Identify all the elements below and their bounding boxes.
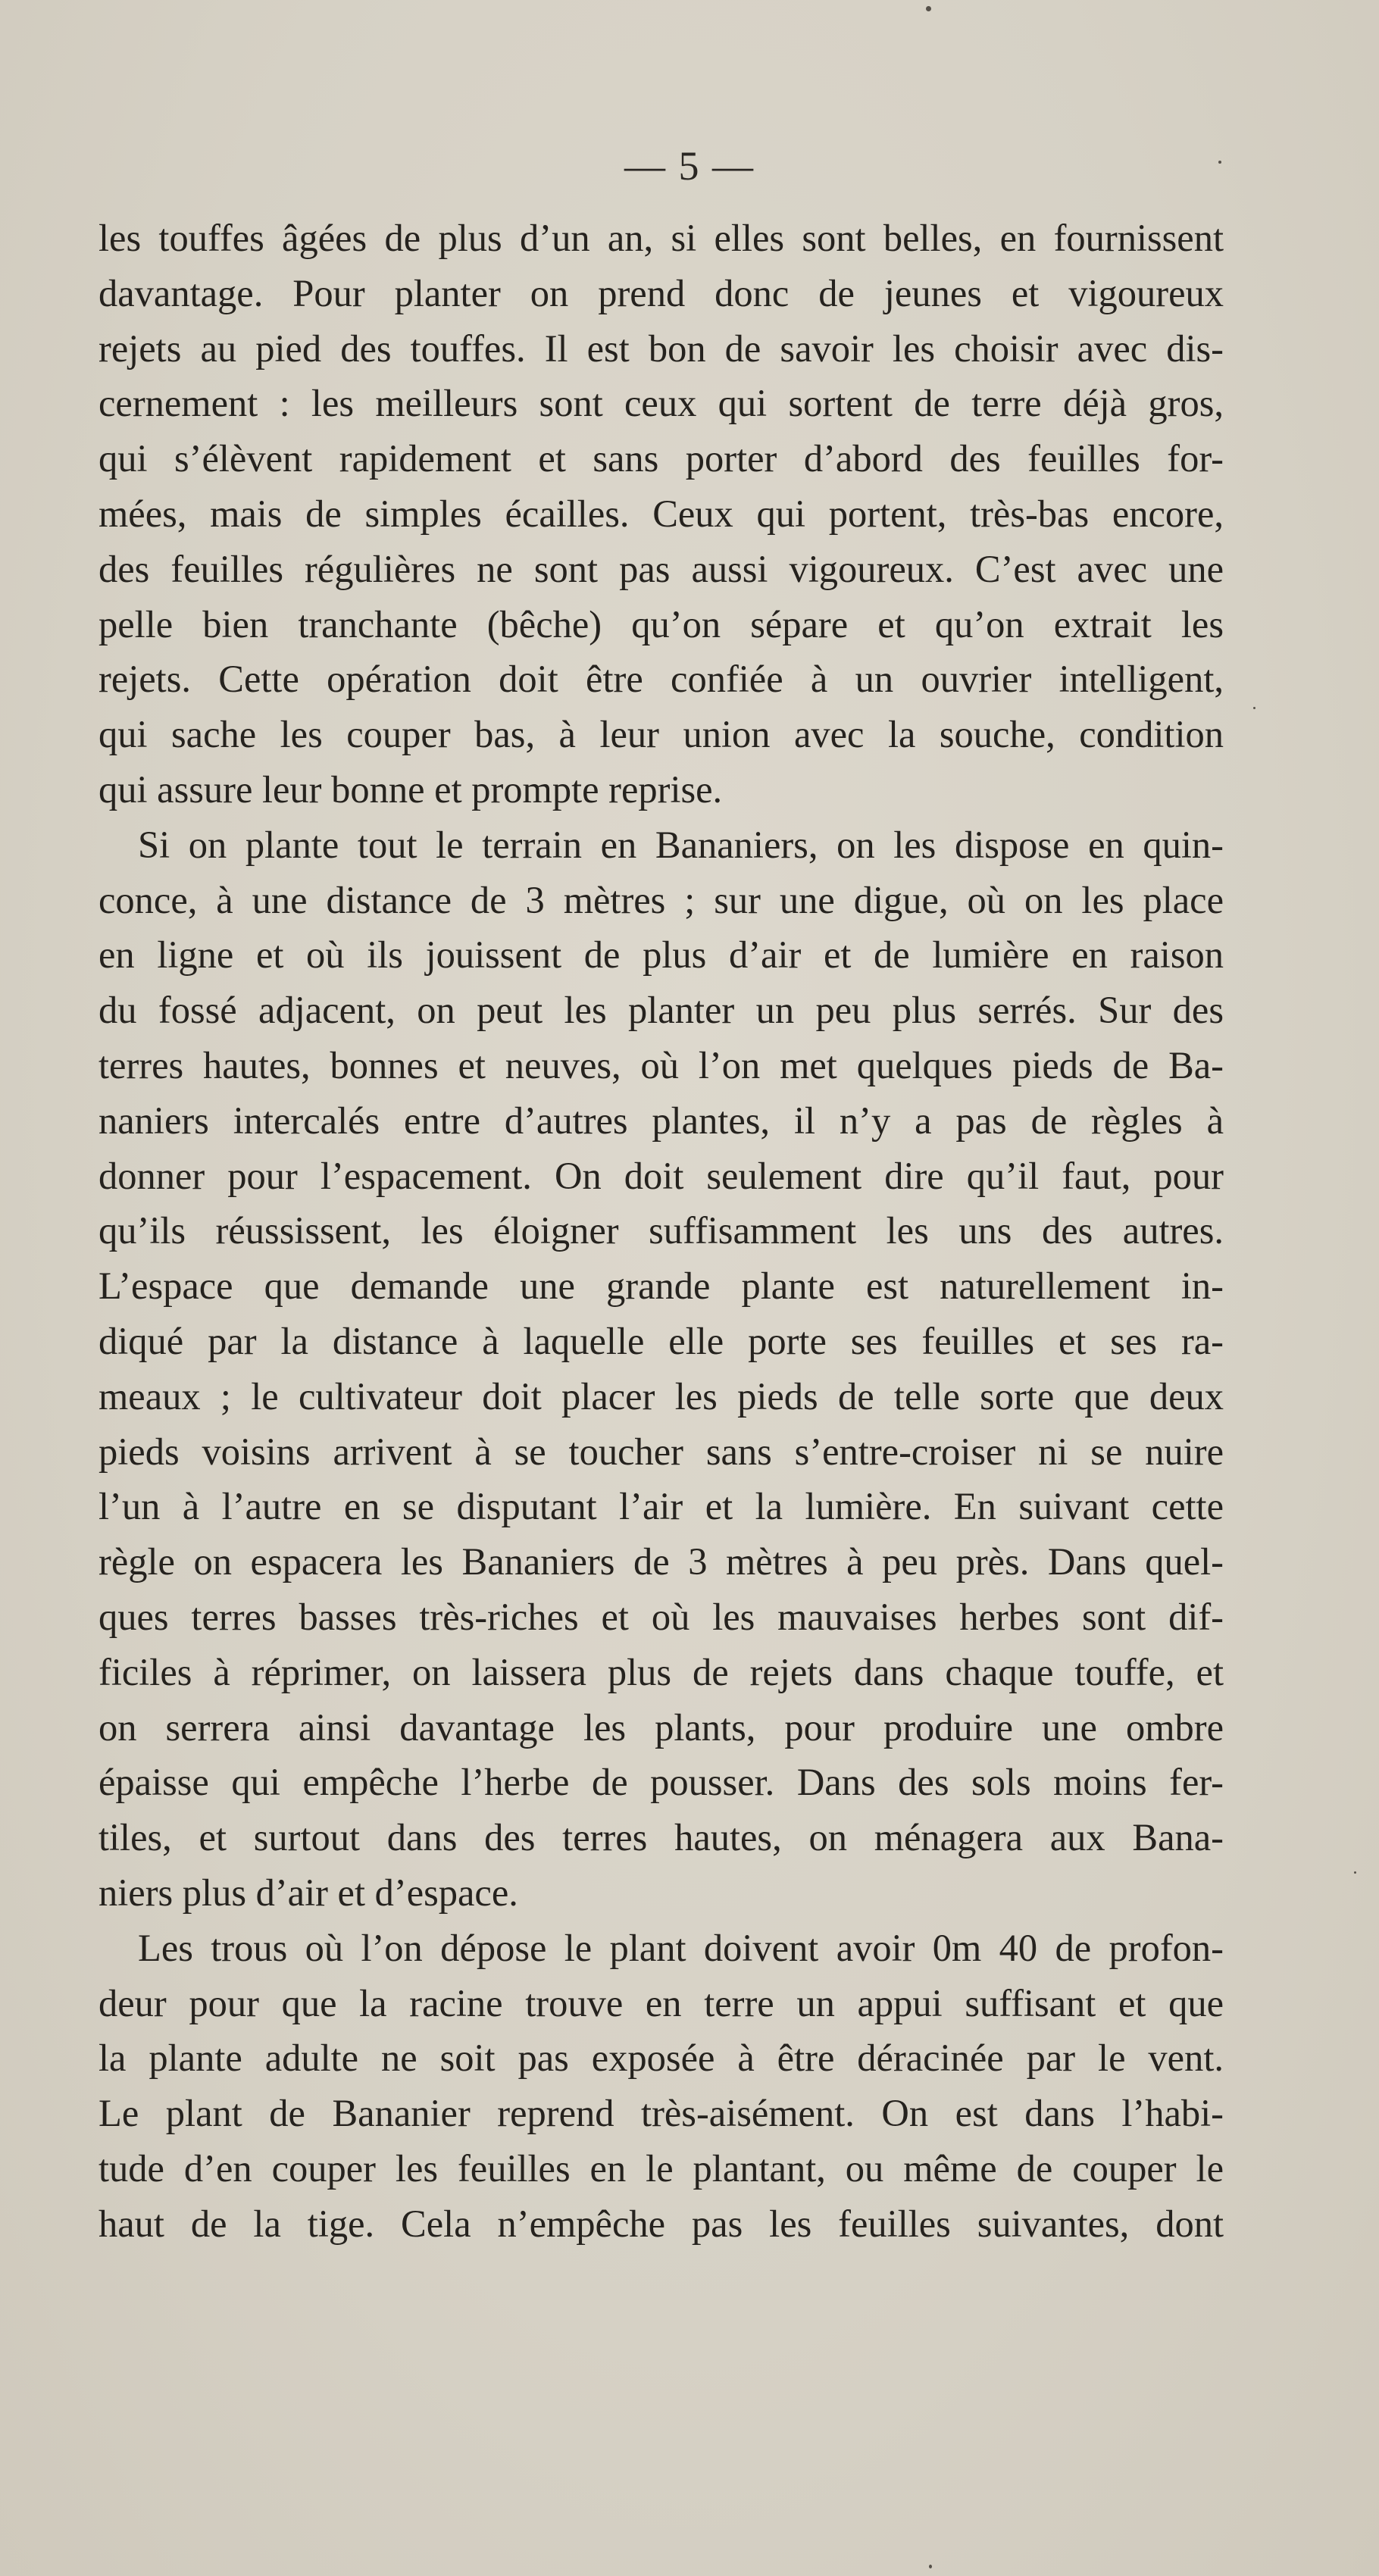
text-line: qui s’élèvent rapidement et sans porter d’abord des feuilles for-: [98, 437, 1224, 480]
text-line: haut de la tige. Cela n’empêche pas les feuilles suivantes, dont: [98, 2202, 1224, 2245]
text-line: des feuilles régulières ne sont pas aussi vigoureux. C’est avec une: [98, 547, 1224, 590]
text-line: terres hautes, bonnes et neuves, où l’on met quelques pieds de Ba-: [98, 1043, 1224, 1086]
text-line: on serrera ainsi davantage les plants, pour produire une ombre: [98, 1705, 1224, 1749]
page-number: — 5 —: [624, 143, 755, 189]
text-line: mées, mais de simples écailles. Ceux qui portent, très-bas encore,: [98, 492, 1224, 535]
text-line: la plante adulte ne soit pas exposée à être déracinée par le vent.: [98, 2037, 1224, 2080]
text-line: ficiles à réprimer, on laissera plus de rejets dans chaque touffe, et: [98, 1650, 1224, 1693]
paragraph: [98, 211, 1224, 818]
text-line: donner pour l’espacement. On doit seulement dire qu’il faut, pour: [98, 1154, 1224, 1197]
text-line: qu’ils réussissent, les éloigner suffisamment les uns des autres.: [98, 1209, 1224, 1252]
text-line: Les trous où l’on dépose le plant doivent avoir 0m 40 de profon-: [138, 1926, 1224, 1969]
paragraph: [98, 818, 1224, 1921]
text-line: cernement : les meilleurs sont ceux qui sortent de terre déjà gros,: [98, 382, 1224, 425]
text-line: qui sache les couper bas, à leur union avec la souche, condition: [98, 713, 1224, 756]
text-line: épaisse qui empêche l’herbe de pousser. Dans des sols moins fer-: [98, 1761, 1224, 1804]
text-line: du fossé adjacent, on peut les planter un peu plus serrés. Sur des: [98, 989, 1224, 1032]
paper-speck: [929, 2565, 932, 2568]
text-line: ques terres basses très-riches et où les mauvaises herbes sont dif-: [98, 1595, 1224, 1638]
text-line: rejets. Cette opération doit être confiée à un ouvrier intelligent,: [98, 658, 1224, 701]
text-line: naniers intercalés entre d’autres plantes, il n’y a pas de règles à: [98, 1099, 1224, 1142]
text-line: meaux ; le cultivateur doit placer les pieds de telle sorte que deux: [98, 1374, 1224, 1418]
text-line: règle on espacera les Bananiers de 3 mètres à peu près. Dans quel-: [98, 1540, 1224, 1583]
text-line: conce, à une distance de 3 mètres ; sur une digue, où on les place: [98, 878, 1224, 921]
text-line: les touffes âgées de plus d’un an, si elles sont belles, en fournissent: [98, 217, 1224, 259]
text-line: l’un à l’autre en se disputant l’air et la lumière. En suivant cette: [98, 1485, 1224, 1528]
text-line: deur pour que la racine trouve en terre un appui suffisant et que: [98, 1981, 1224, 2024]
text-line: pelle bien tranchante (bêche) qu’on sépare et qu’on extrait les: [98, 602, 1224, 646]
text-line: Le plant de Bananier reprend très-aisément. On est dans l’habi-: [98, 2092, 1224, 2135]
paper-speck: [1253, 707, 1255, 709]
text-line: niers plus d’air et d’espace.: [98, 1871, 518, 1914]
text-line: tude d’en couper les feuilles en le plantant, ou même de couper le: [98, 2146, 1224, 2190]
text-line: davantage. Pour planter on prend donc de jeunes et vigoureux: [98, 271, 1224, 314]
text-line: en ligne et où ils jouissent de plus d’air et de lumière en raison: [98, 933, 1224, 977]
text-line: rejets au pied des touffes. Il est bon de savoir les choisir avec dis-: [98, 327, 1224, 370]
text-line: Si on plante tout le terrain en Bananiers, on les dispose en quin-: [138, 823, 1224, 866]
body-text: [98, 211, 1224, 2251]
paper-speck: [926, 6, 931, 11]
text-line: tiles, et surtout dans des terres hautes, on ménagera aux Bana-: [98, 1816, 1224, 1859]
text-line: pieds voisins arrivent à se toucher sans s’entre-croiser ni se nuire: [98, 1430, 1224, 1473]
paper-speck: [1354, 1871, 1356, 1874]
text-line: qui assure leur bonne et prompte reprise.: [98, 767, 723, 811]
paragraph: [98, 1921, 1224, 2252]
text-line: diqué par la distance à laquelle elle porte ses feuilles et ses ra-: [98, 1319, 1224, 1362]
text-line: L’espace que demande une grande plante est naturellement in-: [98, 1265, 1224, 1308]
